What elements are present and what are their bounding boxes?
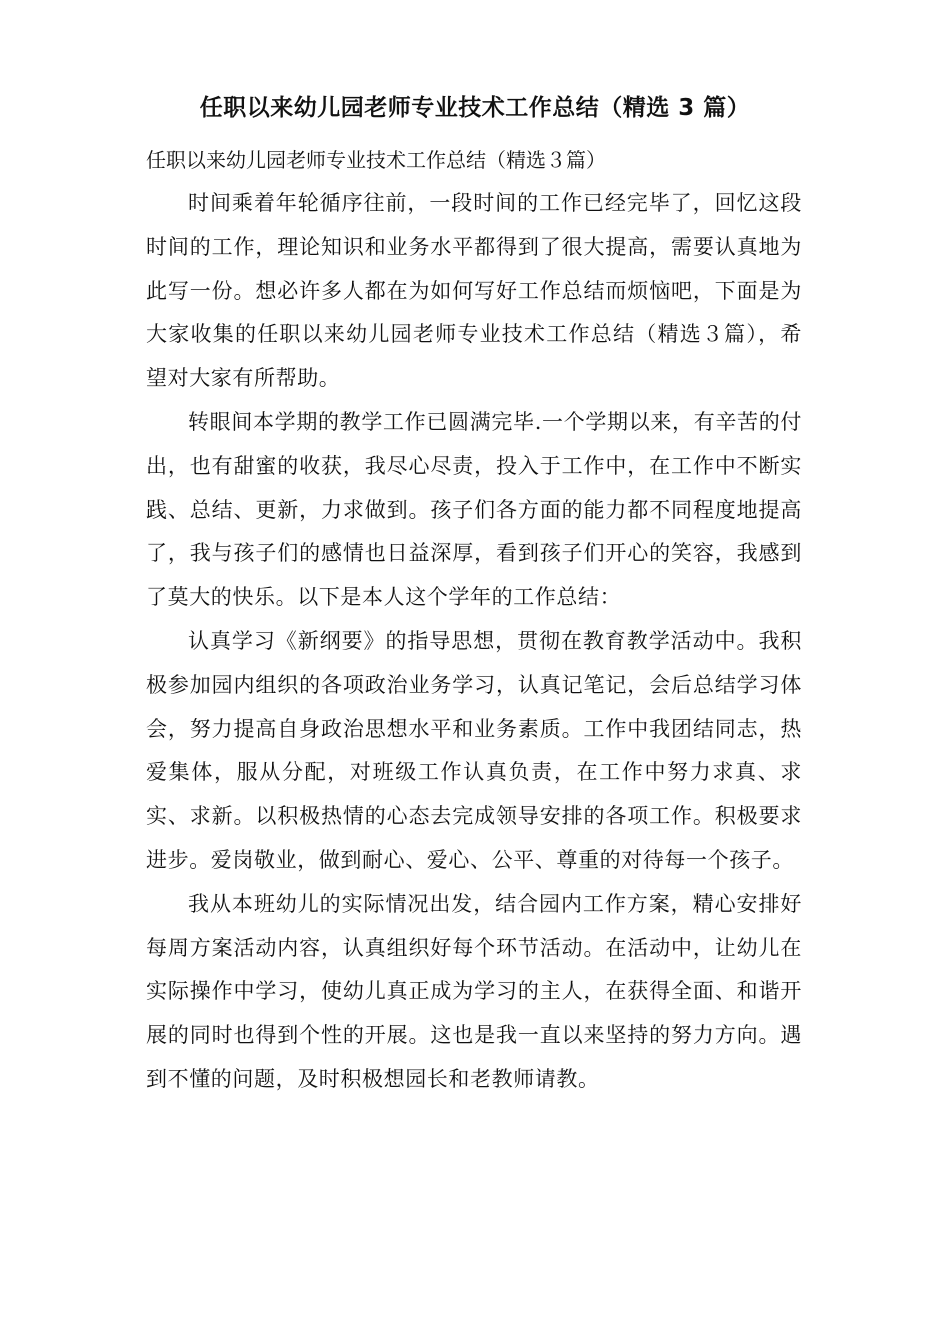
document-body: [146, 182, 802, 1102]
document-title: 任职以来幼儿园老师专业技术工作总结（精选 3 篇）: [199, 95, 751, 121]
paragraph-semester-summary: 转眼间本学期的教学工作已圆满完毕.一个学期以来，有辛苦的付出，也有甜蜜的收获，我尽心尽责，投入于工作中，在工作中不断实践、总结、更新，力求做到。孩子们各方面的能力都不同程度地提高了，我与孩子们的感情也日益深厚，看到孩子们开心的笑容，我感到了莫大的快乐。以下是本人这个学年的工作总结：: [146, 409, 802, 610]
paragraph-study-guidelines: 认真学习《新纲要》的指导思想，贯彻在教育教学活动中。我积极参加园内组织的各项政治业务学习，认真记笔记，会后总结学习体会，努力提高自身政治思想水平和业务素质。工作中我团结同志，热爱集体，服从分配，对班级工作认真负责，在工作中努力求真、求实、求新。以积极热情的心态去完成领导安排的各项工作。积极要求进步。爱岗敬业，做到耐心、爱心、公平、尊重的对待每一个孩子。: [146, 628, 802, 872]
paragraph-class-activities: 我从本班幼儿的实际情况出发，结合园内工作方案，精心安排好每周方案活动内容，认真组织好每个环节活动。在活动中，让幼儿在实际操作中学习，使幼儿真正成为学习的主人，在获得全面、和谐开展的同时也得到个性的开展。这也是我一直以来坚持的努力方向。遇到不懂的问题，及时积极想园长和老教师请教。: [146, 891, 802, 1091]
document-subtitle: 任职以来幼儿园老师专业技术工作总结（精选３篇）: [146, 148, 606, 172]
paragraph-intro: 时间乘着年轮循序往前，一段时间的工作已经完毕了，回忆这段时间的工作，理论知识和业务水平都得到了很大提高，需要认真地为此写一份。想必许多人都在为如何写好工作总结而烦恼吧，下面是为大家收集的任职以来幼儿园老师专业技术工作总结（精选３篇），希望对大家有所帮助。: [146, 191, 802, 391]
